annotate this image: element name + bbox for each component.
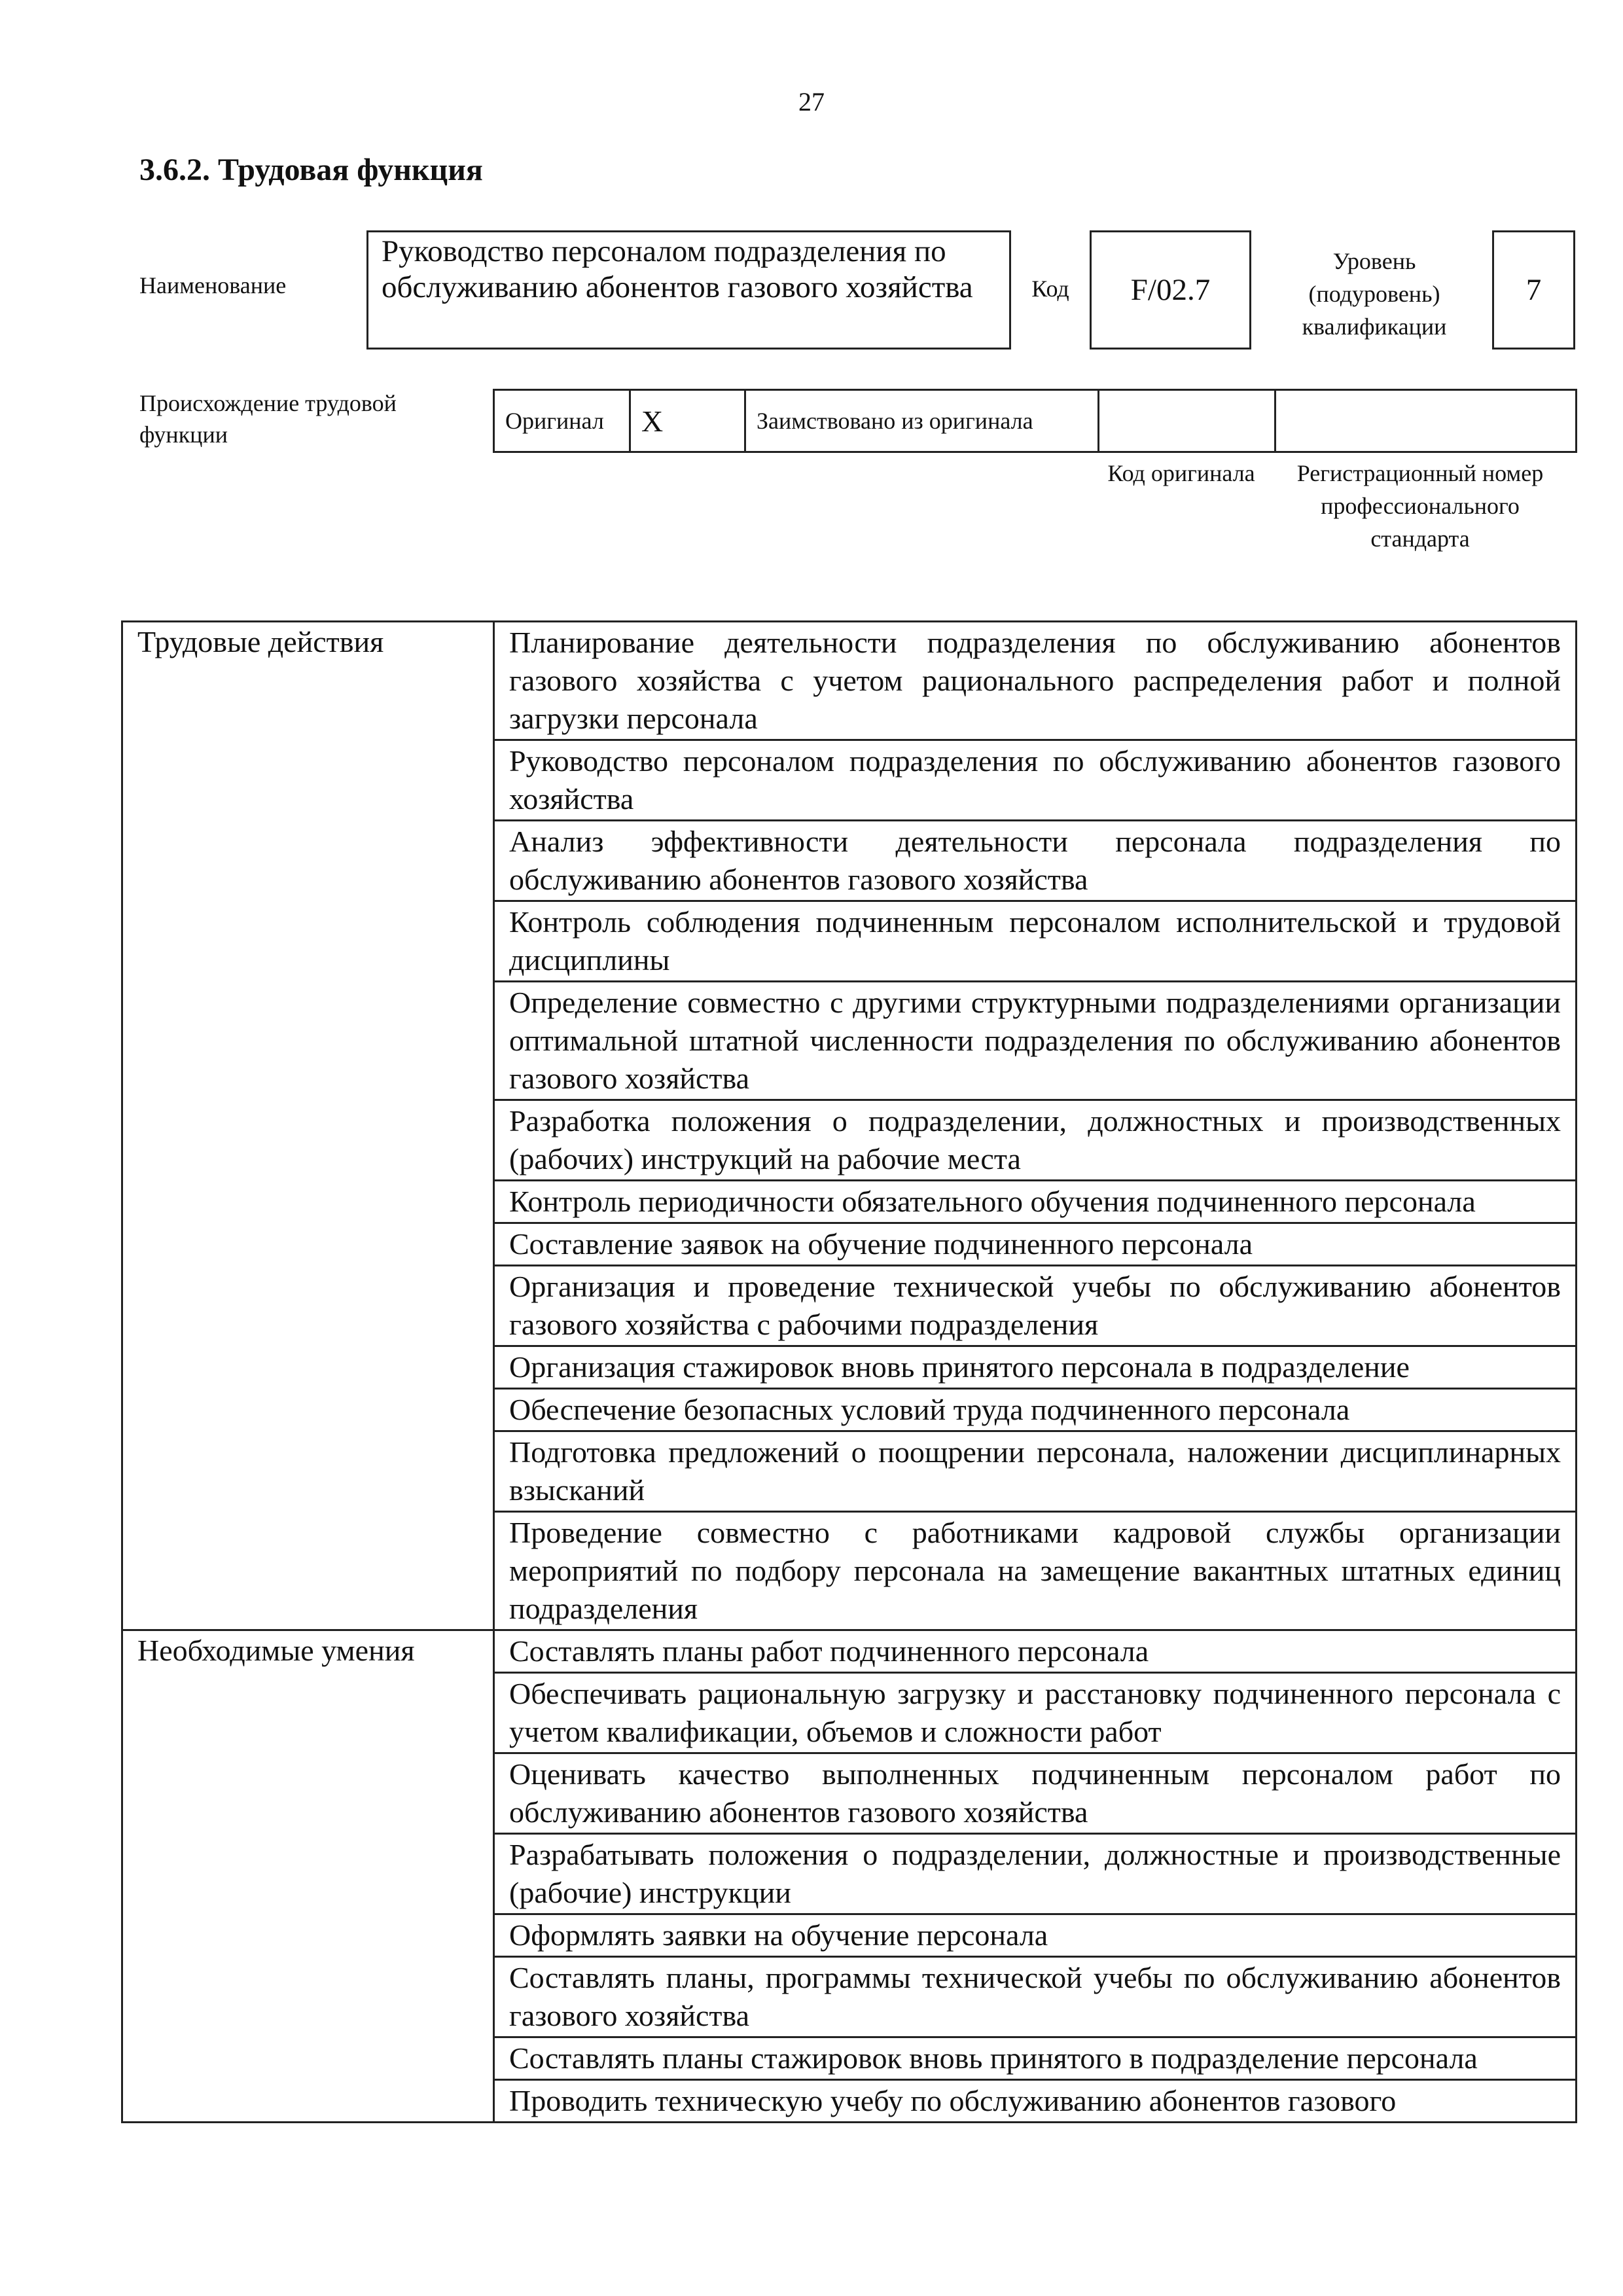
original-cell [494, 390, 630, 452]
reg-number-cell [1275, 390, 1577, 452]
labor-action-item: Определение совместно с другими структурными подразделениями организации оптимальной штатной численности подразделения по обслуживанию абонентов газового хозяйства [494, 982, 1577, 1100]
function-name-box [366, 230, 1011, 350]
labor-action-item: Разработка положения о подразделении, должностных и производственных (рабочих) инструкций на рабочие места [494, 1100, 1577, 1181]
origin-table [493, 389, 1577, 453]
labor-action-item: Анализ эффективности деятельности персонала подразделения по обслуживанию абонентов газового хозяйства [494, 821, 1577, 901]
level-box [1492, 230, 1575, 350]
labor-action-item: Контроль соблюдения подчиненным персоналом исполнительской и трудовой дисциплины [494, 901, 1577, 982]
code-label: Код [1031, 276, 1069, 302]
required-skill-item: Разрабатывать положения о подразделении, должностные и производственные (рабочие) инструкции [494, 1834, 1577, 1914]
required-skill-item: Составлять планы работ подчиненного персонала [494, 1630, 1577, 1673]
required-skill-item: Проводить техническую учебу по обслуживанию абонентов газового [494, 2080, 1577, 2123]
main-table [121, 620, 1577, 2123]
section-title: 3.6.2. Трудовая функция [139, 152, 483, 187]
labor-action-item: Организация и проведение технической учебы по обслуживанию абонентов газового хозяйства с рабочими подразделения [494, 1266, 1577, 1346]
level-label: Уровень (подуровень) квалификации [1302, 248, 1447, 340]
required-skill-item: Оценивать качество выполненных подчиненным персоналом работ по обслуживанию абонентов газового хозяйства [494, 1753, 1577, 1834]
original-label: Оригинал [505, 408, 604, 434]
main-table-body [122, 622, 1577, 2123]
reg-number-caption: Регистрационный номер профессионального стандарта [1296, 460, 1544, 552]
required-skill-item: Составлять планы, программы технической учебы по обслуживанию абонентов газового хозяйства [494, 1957, 1577, 2037]
borrowed-cell [745, 390, 1099, 452]
labor-action-item: Подготовка предложений о поощрении персонала, наложении дисциплинарных взысканий [494, 1431, 1577, 1512]
labor-action-label: Трудовые действия [122, 622, 494, 1630]
labor-action-row [122, 622, 1577, 740]
required-skill-row [122, 1630, 1577, 1673]
original-code-caption: Код оригинала [1107, 460, 1255, 486]
code-value: F/02.7 [1130, 273, 1211, 307]
required-skill-label: Необходимые умения [122, 1630, 494, 2123]
labor-action-item: Обеспечение безопасных условий труда подчиненного персонала [494, 1389, 1577, 1431]
labor-action-item: Составление заявок на обучение подчиненного персонала [494, 1223, 1577, 1266]
function-name-value: Руководство персоналом подразделения по обслуживанию абонентов газового хозяйства [382, 234, 973, 304]
level-value: 7 [1525, 273, 1542, 307]
original-mark-cell [630, 390, 745, 452]
origin-label: Происхождение трудовой функции [139, 390, 397, 448]
labor-action-item: Проведение совместно с работниками кадровой службы организации мероприятий по подбору персонала на замещение вакантных штатных единиц подразделения [494, 1512, 1577, 1630]
name-label: Наименование [139, 272, 287, 298]
code-box [1090, 230, 1251, 350]
original-mark: X [641, 404, 664, 438]
labor-action-item: Контроль периодичности обязательного обучения подчиненного персонала [494, 1181, 1577, 1223]
required-skill-item: Составлять планы стажировок вновь принятого в подразделение персонала [494, 2037, 1577, 2080]
labor-action-item: Планирование деятельности подразделения по обслуживанию абонентов газового хозяйства с учетом рационального распределения работ и полной загрузки персонала [494, 622, 1577, 740]
labor-action-item: Организация стажировок вновь принятого персонала в подразделение [494, 1346, 1577, 1389]
labor-action-item: Руководство персоналом подразделения по обслуживанию абонентов газового хозяйства [494, 740, 1577, 821]
borrowed-label: Заимствовано из оригинала [757, 408, 1033, 434]
page-number: 27 [798, 87, 825, 117]
original-code-cell [1099, 390, 1275, 452]
required-skill-item: Оформлять заявки на обучение персонала [494, 1914, 1577, 1957]
required-skill-item: Обеспечивать рациональную загрузку и расстановку подчиненного персонала с учетом квалификации, объемов и сложности работ [494, 1673, 1577, 1753]
